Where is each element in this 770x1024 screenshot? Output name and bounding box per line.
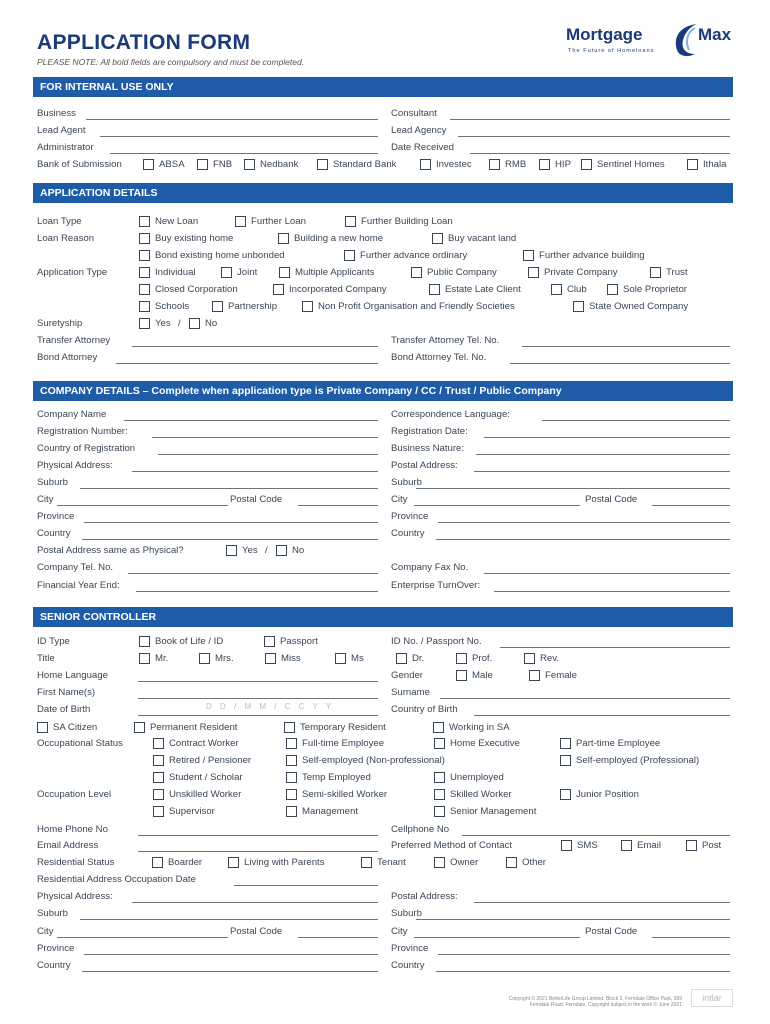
bank-option-label: Nedbank bbox=[260, 159, 299, 170]
section-company-details: COMPANY DETAILS – Complete when application type is Private Company / CC / Trust / Public Company bbox=[33, 381, 733, 401]
occupational-status-option-label: Self-employed (Professional) bbox=[576, 755, 700, 766]
application-type-option-label: Individual bbox=[155, 267, 196, 278]
occupation-level-option-label: Supervisor bbox=[169, 806, 215, 817]
company-left-input[interactable] bbox=[80, 488, 378, 489]
company-left-label: Registration Number: bbox=[37, 426, 128, 437]
loan-type-option-label: New Loan bbox=[155, 216, 199, 227]
lead-agent-input[interactable] bbox=[100, 136, 378, 137]
occupational-status-option-label: Home Executive bbox=[450, 738, 520, 749]
bank-option-label: Standard Bank bbox=[333, 159, 397, 170]
application-type-option-checkbox[interactable] bbox=[411, 267, 422, 278]
occupational-status-option-checkbox[interactable] bbox=[286, 772, 297, 783]
occupational-status-option-label: Temp Employed bbox=[302, 772, 371, 783]
application-type-option-checkbox[interactable] bbox=[551, 284, 562, 295]
transfer-attorney-input[interactable] bbox=[132, 346, 378, 347]
application-type-option-checkbox[interactable] bbox=[528, 267, 539, 278]
occupational-status-option-checkbox[interactable] bbox=[153, 755, 164, 766]
application-type-option-label: Closed Corporation bbox=[155, 284, 238, 295]
company-right-input[interactable] bbox=[416, 488, 730, 489]
country-of-birth-label: Country of Birth bbox=[391, 704, 458, 715]
occupational-status-label: Occupational Status bbox=[37, 738, 123, 749]
senior-city-input[interactable] bbox=[57, 937, 228, 938]
contact-method-option-label: Email bbox=[637, 840, 661, 851]
suretyship-slash: / bbox=[178, 318, 181, 329]
senior-city-label: City bbox=[37, 926, 54, 937]
bank-option-label: RMB bbox=[505, 159, 527, 170]
application-type-option-label: Private Company bbox=[544, 267, 618, 278]
bank-option-checkbox[interactable] bbox=[581, 159, 592, 170]
postal-same-no-checkbox[interactable] bbox=[276, 545, 287, 556]
company-tel-input[interactable] bbox=[128, 573, 378, 574]
loan-reason-option-checkbox[interactable] bbox=[523, 250, 534, 261]
id-type-label: ID Type bbox=[37, 636, 70, 647]
transfer-attorney-tel-label: Transfer Attorney Tel. No. bbox=[391, 335, 500, 346]
senior-postal-address-label: Postal Address: bbox=[391, 891, 458, 902]
gender-label: Gender bbox=[391, 670, 423, 681]
occupation-level-option-checkbox[interactable] bbox=[560, 789, 571, 800]
occupational-status-option-label: Full-time Employee bbox=[302, 738, 385, 749]
section-senior-controller: SENIOR CONTROLLER bbox=[33, 607, 733, 627]
title-option-checkbox[interactable] bbox=[335, 653, 346, 664]
application-type-option-checkbox[interactable] bbox=[429, 284, 440, 295]
home-phone-label: Home Phone No bbox=[37, 824, 108, 835]
occupation-level-option-checkbox[interactable] bbox=[286, 789, 297, 800]
occupation-level-option-checkbox[interactable] bbox=[153, 789, 164, 800]
loan-reason-option-checkbox[interactable] bbox=[139, 233, 150, 244]
company-postal-province-label: Province bbox=[391, 511, 429, 522]
title-option-label: Prof. bbox=[472, 653, 493, 664]
bank-option-label: Investec bbox=[436, 159, 472, 170]
occupational-status-option-checkbox[interactable] bbox=[286, 755, 297, 766]
citizenship-option-checkbox[interactable] bbox=[284, 722, 295, 733]
application-type-option-checkbox[interactable] bbox=[279, 267, 290, 278]
occupational-status-option-checkbox[interactable] bbox=[153, 772, 164, 783]
bank-option-checkbox[interactable] bbox=[317, 159, 328, 170]
loan-reason-label: Loan Reason bbox=[37, 233, 95, 244]
date-received-input[interactable] bbox=[470, 153, 730, 154]
consultant-label: Consultant bbox=[391, 108, 437, 119]
contact-method-option-checkbox[interactable] bbox=[621, 840, 632, 851]
date-of-birth-label: Date of Birth bbox=[37, 704, 91, 715]
id-type-book-checkbox[interactable] bbox=[139, 636, 150, 647]
application-type-option-checkbox[interactable] bbox=[650, 267, 661, 278]
application-type-option-label: Estate Late Client bbox=[445, 284, 521, 295]
financial-year-end-input[interactable] bbox=[136, 591, 378, 592]
senior-postal-code-input[interactable] bbox=[298, 937, 378, 938]
loan-reason-option-label: Bond existing home unbonded bbox=[155, 250, 285, 261]
occupational-status-option-label: Unemployed bbox=[450, 772, 504, 783]
title-option-label: Mr. bbox=[155, 653, 169, 664]
postal-same-slash: / bbox=[265, 545, 268, 556]
preferred-contact-label: Preferred Method of Contact bbox=[391, 840, 513, 851]
company-country-input[interactable] bbox=[82, 539, 378, 540]
title-option-checkbox[interactable] bbox=[265, 653, 276, 664]
senior-postal-province-label: Province bbox=[391, 943, 429, 954]
footer-line-1: Copyright © 2021 BetterLife Group Limited. Block 3, Ferndale Office Park, 399 bbox=[508, 996, 682, 1002]
loan-type-option-checkbox[interactable] bbox=[345, 216, 356, 227]
application-type-option-checkbox[interactable] bbox=[221, 267, 232, 278]
enterprise-turnover-label: Enterprise TurnOver: bbox=[391, 580, 481, 591]
date-of-birth-input[interactable] bbox=[138, 715, 378, 716]
company-city-input[interactable] bbox=[57, 505, 228, 506]
lead-agency-label: Lead Agency bbox=[391, 125, 447, 136]
home-language-input[interactable] bbox=[138, 681, 378, 682]
lead-agency-input[interactable] bbox=[458, 136, 730, 137]
senior-postal-code-label: Postal Code bbox=[230, 926, 283, 937]
application-type-option-label: Non Profit Organisation and Friendly Societies bbox=[318, 301, 515, 312]
section-internal-use: FOR INTERNAL USE ONLY bbox=[33, 77, 733, 97]
application-type-option-label: State Owned Company bbox=[589, 301, 689, 312]
occupation-level-option-label: Semi-skilled Worker bbox=[302, 789, 388, 800]
application-type-option-label: Joint bbox=[237, 267, 258, 278]
compulsory-note: PLEASE NOTE: All bold fields are compulsory and must be completed. bbox=[37, 57, 305, 67]
occupational-status-option-checkbox[interactable] bbox=[153, 738, 164, 749]
residential-status-option-checkbox[interactable] bbox=[228, 857, 239, 868]
citizenship-option-checkbox[interactable] bbox=[134, 722, 145, 733]
residential-status-option-checkbox[interactable] bbox=[152, 857, 163, 868]
company-right-input[interactable] bbox=[474, 471, 730, 472]
residential-status-option-label: Other bbox=[522, 857, 546, 868]
occupational-status-option-label: Part-time Employee bbox=[576, 738, 661, 749]
title-option-label: Mrs. bbox=[215, 653, 234, 664]
loan-reason-option-label: Further advance building bbox=[539, 250, 645, 261]
section-application-details: APPLICATION DETAILS bbox=[33, 183, 733, 203]
title-option-label: Ms bbox=[351, 653, 364, 664]
contact-method-option-checkbox[interactable] bbox=[561, 840, 572, 851]
title-option-checkbox[interactable] bbox=[456, 653, 467, 664]
application-type-option-label: Club bbox=[567, 284, 587, 295]
loan-reason-option-checkbox[interactable] bbox=[139, 250, 150, 261]
footer-copyright bbox=[430, 996, 682, 1008]
occupational-status-option-label: Contract Worker bbox=[169, 738, 239, 749]
senior-physical-address-input[interactable] bbox=[132, 902, 378, 903]
application-type-option-checkbox[interactable] bbox=[212, 301, 223, 312]
application-type-option-checkbox[interactable] bbox=[573, 301, 584, 312]
bond-attorney-tel-input[interactable] bbox=[510, 363, 730, 364]
bank-option-checkbox[interactable] bbox=[687, 159, 698, 170]
application-type-option-checkbox[interactable] bbox=[302, 301, 313, 312]
residential-status-option-label: Living with Parents bbox=[244, 857, 325, 868]
administrator-label: Administrator bbox=[37, 142, 94, 153]
gender-female-label: Female bbox=[545, 670, 577, 681]
senior-province-input[interactable] bbox=[84, 954, 378, 955]
citizenship-option-label: SA Citizen bbox=[53, 722, 98, 733]
cellphone-label: Cellphone No bbox=[391, 824, 450, 835]
senior-postal-postal-code-input[interactable] bbox=[652, 937, 730, 938]
loan-reason-option-checkbox[interactable] bbox=[344, 250, 355, 261]
bank-option-label: Ithala bbox=[703, 159, 727, 170]
bank-option-checkbox[interactable] bbox=[244, 159, 255, 170]
loan-reason-option-label: Buy vacant land bbox=[448, 233, 517, 244]
title-option-checkbox[interactable] bbox=[199, 653, 210, 664]
suretyship-no-checkbox[interactable] bbox=[189, 318, 200, 329]
company-left-label: Company Name bbox=[37, 409, 107, 420]
bank-option-checkbox[interactable] bbox=[539, 159, 550, 170]
company-postal-city-input[interactable] bbox=[414, 505, 580, 506]
suretyship-yes-checkbox[interactable] bbox=[139, 318, 150, 329]
citizenship-option-checkbox[interactable] bbox=[37, 722, 48, 733]
financial-year-end-label: Financial Year End: bbox=[37, 580, 120, 591]
title-option-checkbox[interactable] bbox=[139, 653, 150, 664]
footer-line-2: Ferndale Road, Ferndale. Copyright subject in the work © June 2021 bbox=[529, 1002, 682, 1008]
date-received-label: Date Received bbox=[391, 142, 454, 153]
loan-type-option-label: Further Building Loan bbox=[361, 216, 453, 227]
logo-tagline: The Future of Homeloans bbox=[568, 48, 655, 54]
senior-physical-address-label: Physical Address: bbox=[37, 891, 113, 902]
title-option-label: Rev. bbox=[540, 653, 560, 664]
contact-method-option-checkbox[interactable] bbox=[686, 840, 697, 851]
business-input[interactable] bbox=[86, 119, 378, 120]
cellphone-input[interactable] bbox=[462, 835, 730, 836]
bond-attorney-label: Bond Attorney bbox=[37, 352, 98, 363]
bank-option-checkbox[interactable] bbox=[197, 159, 208, 170]
administrator-input[interactable] bbox=[110, 153, 378, 154]
citizenship-option-label: Permanent Resident bbox=[150, 722, 238, 733]
surname-label: Surname bbox=[391, 687, 430, 698]
senior-postal-suburb-label: Suburb bbox=[391, 908, 422, 919]
occupation-level-option-label: Unskilled Worker bbox=[169, 789, 242, 800]
company-left-label: Suburb bbox=[37, 477, 68, 488]
company-postal-code-label: Postal Code bbox=[230, 494, 283, 505]
residential-status-option-label: Boarder bbox=[168, 857, 203, 868]
bank-of-submission-label: Bank of Submission bbox=[37, 159, 122, 170]
postal-same-yes-checkbox[interactable] bbox=[226, 545, 237, 556]
application-type-option-label: Sole Proprietor bbox=[623, 284, 687, 295]
res-occupation-date-input[interactable] bbox=[234, 885, 378, 886]
occupation-level-option-label: Management bbox=[302, 806, 358, 817]
enterprise-turnover-input[interactable] bbox=[494, 591, 730, 592]
surname-input[interactable] bbox=[440, 698, 730, 699]
senior-postal-city-label: City bbox=[391, 926, 408, 937]
citizenship-option-label: Working in SA bbox=[449, 722, 510, 733]
residential-status-option-checkbox[interactable] bbox=[506, 857, 517, 868]
postal-same-yes-label: Yes bbox=[242, 545, 258, 556]
application-type-option-checkbox[interactable] bbox=[139, 284, 150, 295]
footer-badge: intlar bbox=[691, 989, 733, 1007]
loan-reason-option-checkbox[interactable] bbox=[432, 233, 443, 244]
citizenship-option-label: Temporary Resident bbox=[300, 722, 386, 733]
bank-option-checkbox[interactable] bbox=[420, 159, 431, 170]
company-tel-label: Company Tel. No. bbox=[37, 562, 114, 573]
senior-suburb-input[interactable] bbox=[80, 919, 378, 920]
senior-postal-postal-code-label: Postal Code bbox=[585, 926, 638, 937]
application-type-option-checkbox[interactable] bbox=[607, 284, 618, 295]
company-country-label: Country bbox=[37, 528, 71, 539]
title-label: Title bbox=[37, 653, 55, 664]
occupational-status-option-label: Self-employed (Non-professional) bbox=[302, 755, 445, 766]
postal-same-label: Postal Address same as Physical? bbox=[37, 545, 184, 556]
citizenship-option-checkbox[interactable] bbox=[433, 722, 444, 733]
company-right-label: Postal Address: bbox=[391, 460, 458, 471]
occupation-level-option-checkbox[interactable] bbox=[434, 806, 445, 817]
loan-reason-option-label: Building a new home bbox=[294, 233, 384, 244]
senior-country-input[interactable] bbox=[82, 971, 378, 972]
application-type-option-label: Public Company bbox=[427, 267, 497, 278]
company-postal-country-input[interactable] bbox=[436, 539, 730, 540]
bank-option-checkbox[interactable] bbox=[143, 159, 154, 170]
loan-type-option-checkbox[interactable] bbox=[139, 216, 150, 227]
lead-agent-label: Lead Agent bbox=[37, 125, 86, 136]
senior-postal-country-input[interactable] bbox=[436, 971, 730, 972]
id-type-passport-checkbox[interactable] bbox=[264, 636, 275, 647]
company-right-input[interactable] bbox=[542, 420, 730, 421]
company-postal-postal-code-label: Postal Code bbox=[585, 494, 638, 505]
application-type-option-checkbox[interactable] bbox=[139, 301, 150, 312]
loan-type-option-checkbox[interactable] bbox=[235, 216, 246, 227]
email-label: Email Address bbox=[37, 840, 99, 851]
loan-reason-option-label: Buy existing home bbox=[155, 233, 234, 244]
company-postal-city-label: City bbox=[391, 494, 408, 505]
bond-attorney-input[interactable] bbox=[116, 363, 378, 364]
company-left-input[interactable] bbox=[132, 471, 378, 472]
company-postal-province-input[interactable] bbox=[438, 522, 730, 523]
occupational-status-option-label: Retired / Pensioner bbox=[169, 755, 252, 766]
occupation-level-option-checkbox[interactable] bbox=[153, 806, 164, 817]
application-type-label: Application Type bbox=[37, 267, 108, 278]
residential-status-option-checkbox[interactable] bbox=[434, 857, 445, 868]
occupation-level-option-label: Skilled Worker bbox=[450, 789, 512, 800]
home-phone-input[interactable] bbox=[138, 835, 378, 836]
company-left-label: Physical Address: bbox=[37, 460, 113, 471]
senior-postal-address-input[interactable] bbox=[474, 902, 730, 903]
suretyship-label: Suretyship bbox=[37, 318, 83, 329]
loan-reason-option-label: Further advance ordinary bbox=[360, 250, 468, 261]
company-left-input[interactable] bbox=[152, 437, 378, 438]
senior-postal-country-label: Country bbox=[391, 960, 425, 971]
country-of-birth-input[interactable] bbox=[474, 715, 730, 716]
occupation-level-option-label: Junior Position bbox=[576, 789, 639, 800]
company-right-label: Registration Date: bbox=[391, 426, 468, 437]
business-label: Business bbox=[37, 108, 76, 119]
id-no-input[interactable] bbox=[500, 647, 730, 648]
company-left-label: Country of Registration bbox=[37, 443, 136, 454]
company-fax-label: Company Fax No. bbox=[391, 562, 469, 573]
bank-option-label: ABSA bbox=[159, 159, 185, 170]
title-option-label: Miss bbox=[281, 653, 301, 664]
company-city-label: City bbox=[37, 494, 54, 505]
company-right-label: Correspondence Language: bbox=[391, 409, 510, 420]
occupation-level-label: Occupation Level bbox=[37, 789, 112, 800]
senior-suburb-label: Suburb bbox=[37, 908, 68, 919]
occupation-level-option-checkbox[interactable] bbox=[286, 806, 297, 817]
email-input[interactable] bbox=[138, 851, 378, 852]
senior-postal-city-input[interactable] bbox=[414, 937, 580, 938]
occupational-status-option-label: Student / Scholar bbox=[169, 772, 243, 783]
occupational-status-option-checkbox[interactable] bbox=[560, 755, 571, 766]
residential-status-option-checkbox[interactable] bbox=[361, 857, 372, 868]
gender-female-checkbox[interactable] bbox=[529, 670, 540, 681]
senior-postal-suburb-input[interactable] bbox=[416, 919, 730, 920]
company-right-label: Business Nature: bbox=[391, 443, 465, 454]
postal-same-no-label: No bbox=[292, 545, 305, 556]
company-postal-postal-code-input[interactable] bbox=[652, 505, 730, 506]
occupational-status-option-checkbox[interactable] bbox=[434, 772, 445, 783]
application-type-option-label: Trust bbox=[666, 267, 688, 278]
dob-format-hint: D D / M M / C C Y Y bbox=[206, 702, 335, 711]
contact-method-option-label: Post bbox=[702, 840, 722, 851]
company-postal-country-label: Country bbox=[391, 528, 425, 539]
id-type-passport-label: Passport bbox=[280, 636, 318, 647]
home-language-label: Home Language bbox=[37, 670, 108, 681]
application-type-option-checkbox[interactable] bbox=[139, 267, 150, 278]
loan-type-option-label: Further Loan bbox=[251, 216, 306, 227]
contact-method-option-label: SMS bbox=[577, 840, 598, 851]
residential-status-option-label: Owner bbox=[450, 857, 479, 868]
bank-option-checkbox[interactable] bbox=[489, 159, 500, 170]
logo-word-max: Max bbox=[698, 25, 732, 44]
residential-status-option-label: Tenant bbox=[377, 857, 406, 868]
company-postal-code-input[interactable] bbox=[298, 505, 378, 506]
suretyship-no-label: No bbox=[205, 318, 218, 329]
id-no-label: ID No. / Passport No. bbox=[391, 636, 482, 647]
senior-province-label: Province bbox=[37, 943, 75, 954]
company-province-input[interactable] bbox=[84, 522, 378, 523]
gender-male-checkbox[interactable] bbox=[456, 670, 467, 681]
occupational-status-option-checkbox[interactable] bbox=[560, 738, 571, 749]
senior-postal-province-input[interactable] bbox=[438, 954, 730, 955]
company-right-input[interactable] bbox=[476, 454, 730, 455]
title-option-checkbox[interactable] bbox=[524, 653, 535, 664]
mortgagemax-logo bbox=[566, 20, 736, 64]
res-occupation-date-label: Residential Address Occupation Date bbox=[37, 874, 196, 885]
application-type-option-label: Incorporated Company bbox=[289, 284, 387, 295]
company-right-label: Suburb bbox=[391, 477, 422, 488]
consultant-input[interactable] bbox=[450, 119, 730, 120]
application-type-option-label: Schools bbox=[155, 301, 190, 312]
bond-attorney-tel-label: Bond Attorney Tel. No. bbox=[391, 352, 487, 363]
loan-reason-option-checkbox[interactable] bbox=[278, 233, 289, 244]
company-fax-input[interactable] bbox=[484, 573, 730, 574]
first-names-input[interactable] bbox=[138, 698, 378, 699]
logo-word-mortgage: Mortgage bbox=[566, 25, 643, 44]
application-type-option-label: Partnership bbox=[228, 301, 278, 312]
bank-option-label: HIP bbox=[555, 159, 571, 170]
transfer-attorney-label: Transfer Attorney bbox=[37, 335, 111, 346]
occupational-status-option-checkbox[interactable] bbox=[286, 738, 297, 749]
company-left-input[interactable] bbox=[124, 420, 378, 421]
first-names-label: First Name(s) bbox=[37, 687, 96, 698]
company-left-input[interactable] bbox=[158, 454, 378, 455]
loan-type-label: Loan Type bbox=[37, 216, 82, 227]
title-option-checkbox[interactable] bbox=[396, 653, 407, 664]
company-province-label: Province bbox=[37, 511, 75, 522]
company-right-input[interactable] bbox=[484, 437, 730, 438]
gender-male-label: Male bbox=[472, 670, 493, 681]
bank-option-label: Sentinel Homes bbox=[597, 159, 665, 170]
application-type-option-checkbox[interactable] bbox=[273, 284, 284, 295]
application-type-option-label: Multiple Applicants bbox=[295, 267, 375, 278]
senior-country-label: Country bbox=[37, 960, 71, 971]
form-title: APPLICATION FORM bbox=[37, 31, 251, 54]
transfer-attorney-tel-input[interactable] bbox=[522, 346, 730, 347]
occupation-level-option-label: Senior Management bbox=[450, 806, 537, 817]
occupational-status-option-checkbox[interactable] bbox=[434, 738, 445, 749]
residential-status-label: Residential Status bbox=[37, 857, 115, 868]
title-option-label: Dr. bbox=[412, 653, 425, 664]
occupation-level-option-checkbox[interactable] bbox=[434, 789, 445, 800]
id-type-book-label: Book of Life / ID bbox=[155, 636, 224, 647]
suretyship-yes-label: Yes bbox=[155, 318, 171, 329]
bank-option-label: FNB bbox=[213, 159, 233, 170]
